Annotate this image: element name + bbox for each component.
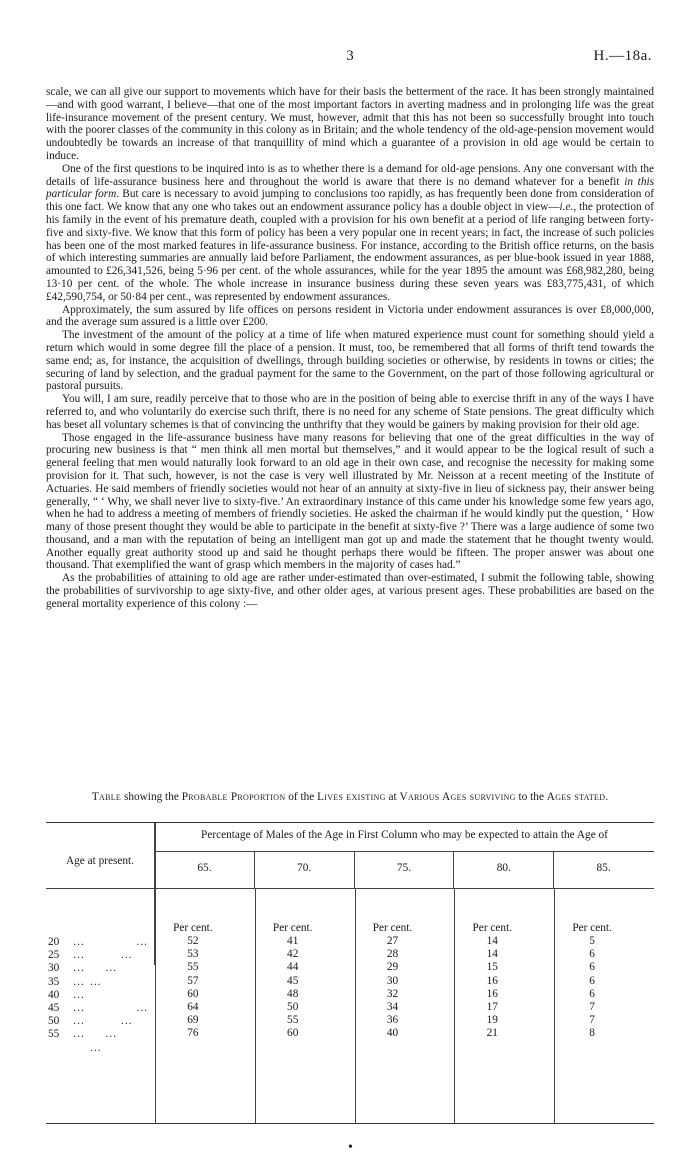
- age-target-header: [554, 851, 653, 888]
- data-column: [263, 921, 323, 1041]
- paragraph: [46, 432, 654, 573]
- table-cell: 16: [486, 987, 498, 1000]
- caption-run: Table: [91, 791, 122, 803]
- table-cell: 8: [589, 1027, 595, 1040]
- table-cell: 16: [486, 974, 498, 987]
- paragraph: [46, 572, 654, 610]
- table-cell: 14: [486, 935, 498, 947]
- age-target-label: 75.: [396, 862, 412, 874]
- caption-run: at: [385, 791, 400, 803]
- leader-dots: ...: [105, 962, 118, 975]
- table-cell: 69: [187, 1014, 199, 1027]
- text-run: Those engaged in the life-assurance business have many reasons for believing that one of the great difficulties in the way of procuring new business is that “ men think all men mortal but themselves,” and it would appear to be the logical result of such a general feeling that men would naturally look forward to an old age in their own case, and recognise the necessity for making some provision for it. That such, however, is not the case is very well illustrated by Mr. Neisson at a recent meeting of the Institute of Actuaries. He said members of friendly societies would not hear of an annuity at sixty-five in lieu of sickness pay, their answer being generally, “ ‘ Why, we shall never live to sixty-five.’ An extraordinary instance of this came under his knowledge some few years ago, when he had to address a meeting of members of friendly societies. He asked the chairman if he would kindly put the question, ‘ How many of those present thought they would be able to participate in the benefit at sixty-five ?’ There was a large audience of some two thousand, and a man with the reputation of being an intelligent man got up and made the statement that he thought twenty would. Another equally great authority stood up and said he thought perhaps there would be fifteen. The proper answer was about one thousand. That exemplified the want of grasp which members in the majority of cases had.”: [46, 431, 654, 572]
- table-cell: 57: [187, 974, 199, 987]
- italic-text: i.e.: [559, 201, 574, 214]
- paragraph: [46, 304, 654, 330]
- table-cell: 41: [287, 935, 299, 947]
- age-target-header: [155, 851, 255, 888]
- text-run: . But care is necessary to avoid jumping to conclusions too rapidly, as has frequently been done from consideration of this one fact. We know that any one who takes out an endowment assurance policy has a double object in view—: [46, 188, 655, 214]
- present-age: 30: [48, 962, 60, 975]
- age-target-header: [454, 851, 554, 888]
- present-age: 20: [48, 936, 60, 948]
- data-column: [363, 921, 423, 1041]
- column-divider: [155, 823, 156, 1123]
- paragraph: [46, 86, 654, 163]
- leader-dots: ...: [121, 1015, 133, 1028]
- table-cell: 21: [486, 1027, 498, 1040]
- table-cell: 34: [386, 1000, 399, 1013]
- body-text: [46, 86, 654, 611]
- table-row: [48, 976, 152, 989]
- table-cell: 36: [386, 1014, 399, 1027]
- table-cell: 27: [386, 935, 399, 947]
- table-cell: 6: [589, 987, 595, 1000]
- leader-dots: ...: [136, 1001, 148, 1014]
- caption-run: Various Ages surviving: [399, 791, 516, 803]
- table-cell: 19: [486, 1014, 498, 1027]
- leader-dots: ...: [73, 975, 85, 988]
- survival-table: [46, 822, 654, 1124]
- age-target-label: 85.: [596, 862, 611, 874]
- table-cell: 42: [287, 948, 299, 961]
- table-row: [48, 1028, 152, 1054]
- table-cell: 5: [589, 935, 595, 947]
- table-cell: 32: [386, 987, 399, 1000]
- table-cell: 53: [187, 948, 199, 961]
- table-cell: 50: [287, 1000, 299, 1013]
- unit-label: Per cent.: [173, 922, 213, 934]
- caption-run: showing the: [121, 791, 182, 803]
- percentage-span-header: Percentage of Males of the Age in First Column who may be expected to attain the Age of: [201, 829, 608, 841]
- table-cell: 7: [589, 1000, 595, 1013]
- document-reference: H.—18a.: [593, 48, 652, 64]
- caption-run: Ages stated: [546, 791, 606, 803]
- table-cell: 45: [287, 974, 299, 987]
- text-run: You will, I am sure, readily perceive that to those who are in the position of being able to exercise thrift in any of the ways I have referred to, and who voluntarily do exercise such thrift, there is no need for any scheme of State pensions. The great difficulty which has beset all voluntary schemes is that of convincing the unthrifty that they would be gainers by making provision for their old age.: [46, 393, 654, 431]
- caption-run: Lives existing: [317, 791, 386, 803]
- header-bottom-rule: [46, 888, 654, 889]
- table-cell: 60: [187, 987, 199, 1000]
- leader-dots: ...: [90, 1041, 102, 1054]
- leader-dots: ...: [73, 1015, 85, 1028]
- page-number: 3: [346, 48, 354, 64]
- age-target-header: [355, 851, 455, 888]
- unit-label: Per cent.: [272, 922, 313, 934]
- table-cell: 17: [486, 1000, 498, 1013]
- present-age: 45: [48, 1001, 60, 1014]
- data-column: [562, 921, 622, 1041]
- column-divider: [355, 888, 356, 1123]
- leader-dots: ...: [90, 975, 102, 988]
- paragraph: [46, 393, 654, 431]
- table-cell: 29: [386, 961, 399, 974]
- text-run: As the probabilities of attaining to old age are rather under-estimated than over-estimated, I submit the following table, showing the probabilities of survivorship to age sixty-five, and other older ages, at various present ages. These probabilities are based on the general mortality experience of this colony :—: [46, 572, 654, 610]
- table-caption: [46, 791, 654, 804]
- age-target-header: [255, 851, 355, 888]
- footer-mark: •: [348, 1140, 353, 1155]
- table-cell: 28: [386, 948, 399, 961]
- age-target-label: 70.: [297, 862, 312, 874]
- table-cell: 30: [386, 974, 399, 987]
- leader-dots: ...: [73, 1001, 85, 1014]
- present-age: 55: [48, 1028, 60, 1041]
- table-row: [48, 949, 152, 962]
- table-cell: 64: [187, 1000, 199, 1013]
- leader-dots: ...: [136, 936, 148, 948]
- unit-label: Per cent.: [472, 922, 513, 934]
- age-target-label: 80.: [496, 862, 511, 874]
- paragraph: [46, 329, 654, 393]
- present-age: 50: [48, 1015, 60, 1028]
- present-age: 40: [48, 988, 60, 1001]
- text-run: scale, we can all give our support to movements which have for their basis the betterment of the race. It has been strongly maintained—and with good warrant, I believe—that one of the most important factors in averting madness and in prolonging life was the great life-insurance movement of the present century. We must, however, admit that this has not been so successfully brought into touch with the poorer classes of the community in this colony as in Britain; and the whole tendency of the old-age-pension movement would undoubtedly be towards an increase of that tranquillity of mind which a guarantee of a provision in old age would be certain to induce.: [46, 86, 654, 162]
- table-cell: 6: [589, 948, 595, 961]
- text-run: Approximately, the sum assured by life offices on persons resident in Victoria under endowment assurances is over £8,000,000, and the average sum assured is a little over £200.: [46, 303, 654, 329]
- unit-label: Per cent.: [372, 922, 413, 934]
- present-age: 35: [48, 975, 60, 988]
- table-cell: 15: [486, 961, 498, 974]
- leader-dots: ...: [121, 949, 133, 962]
- text-run: One of the first questions to be inquired into is as to whether there is a demand for old-age pensions. Any one conversant with the details of life-assurance business here and throughout the world is aware that there is no demand whatever for a benefit: [46, 162, 654, 188]
- caption-run: of the: [285, 791, 318, 803]
- table-cell: 52: [187, 935, 199, 947]
- unit-label: Per cent.: [572, 922, 612, 934]
- leader-dots: ...: [73, 1028, 85, 1041]
- age-list: [48, 936, 152, 1055]
- column-divider: [454, 888, 455, 1123]
- table-cell: 55: [187, 961, 199, 974]
- table-cell: 48: [287, 987, 299, 1000]
- table-row: [48, 962, 152, 975]
- present-age: 25: [48, 949, 60, 962]
- caption-run: Probable Proportion: [181, 791, 286, 803]
- age-header-label: Age at present.: [65, 855, 135, 867]
- table-row: [48, 936, 152, 949]
- text-run: , the protection of his family in the event of his premature death, coupled with a provision for his own benefit at a period of life ranging between forty-five and sixty-five. We know that this form of policy has been a very popular one in recent years; in fact, the increase of such policies has been one of the most marked features in life-assurance business. For instance, according to the British office returns, on the basis of which interesting summaries are annually laid before Parliament, the endowment assurances, as per blue-book issued in year 1888, amounted to £26,341,526, being 5·96 per cent. of the whole assurances, while for the year 1895 the amount was £68,982,280, being 13·10 per cent. of the whole. The whole increase in insurance business during these seven years was £83,775,431, of which £42,590,754, or 50·84 per cent., was represented by endowment assurances.: [46, 201, 655, 303]
- leader-dots: ...: [73, 988, 85, 1001]
- leader-dots: ...: [73, 949, 85, 962]
- leader-dots: ...: [105, 1028, 118, 1041]
- table-cell: 44: [287, 961, 299, 974]
- table-cell: 55: [287, 1014, 299, 1027]
- leader-dots: ...: [73, 936, 85, 948]
- data-column: [462, 921, 522, 1041]
- table-cell: 6: [589, 974, 595, 987]
- column-divider: [255, 888, 256, 1123]
- table-cell: 7: [589, 1014, 595, 1027]
- italic-text: in this particular form: [46, 175, 655, 201]
- table-cell: 6: [589, 961, 595, 974]
- table-cell: 14: [486, 948, 498, 961]
- table-cell: 60: [287, 1027, 299, 1040]
- caption-run: to the: [515, 791, 547, 803]
- leader-dots: ...: [73, 962, 85, 975]
- table-cell: 40: [386, 1027, 399, 1040]
- data-column: [163, 921, 223, 1041]
- page-header: [48, 48, 652, 68]
- paragraph: [46, 163, 654, 304]
- caption-run: .: [605, 791, 609, 803]
- column-divider: [554, 888, 555, 1123]
- text-run: The investment of the amount of the policy at a time of life when matured experience must count for something should yield a return which would in some degree fill the place of a pension. It must, too, be remembered that all forms of thrift tend towards the same end; as, for instance, the acquisition of dwellings, through building societies or otherwise, by residents in towns or cities; the securing of land by selection, and the gradual payment for the same to the Government, on the part of those following agricultural or pastoral pursuits.: [46, 329, 654, 393]
- table-cell: 76: [187, 1027, 199, 1040]
- age-target-label: 65.: [197, 862, 212, 874]
